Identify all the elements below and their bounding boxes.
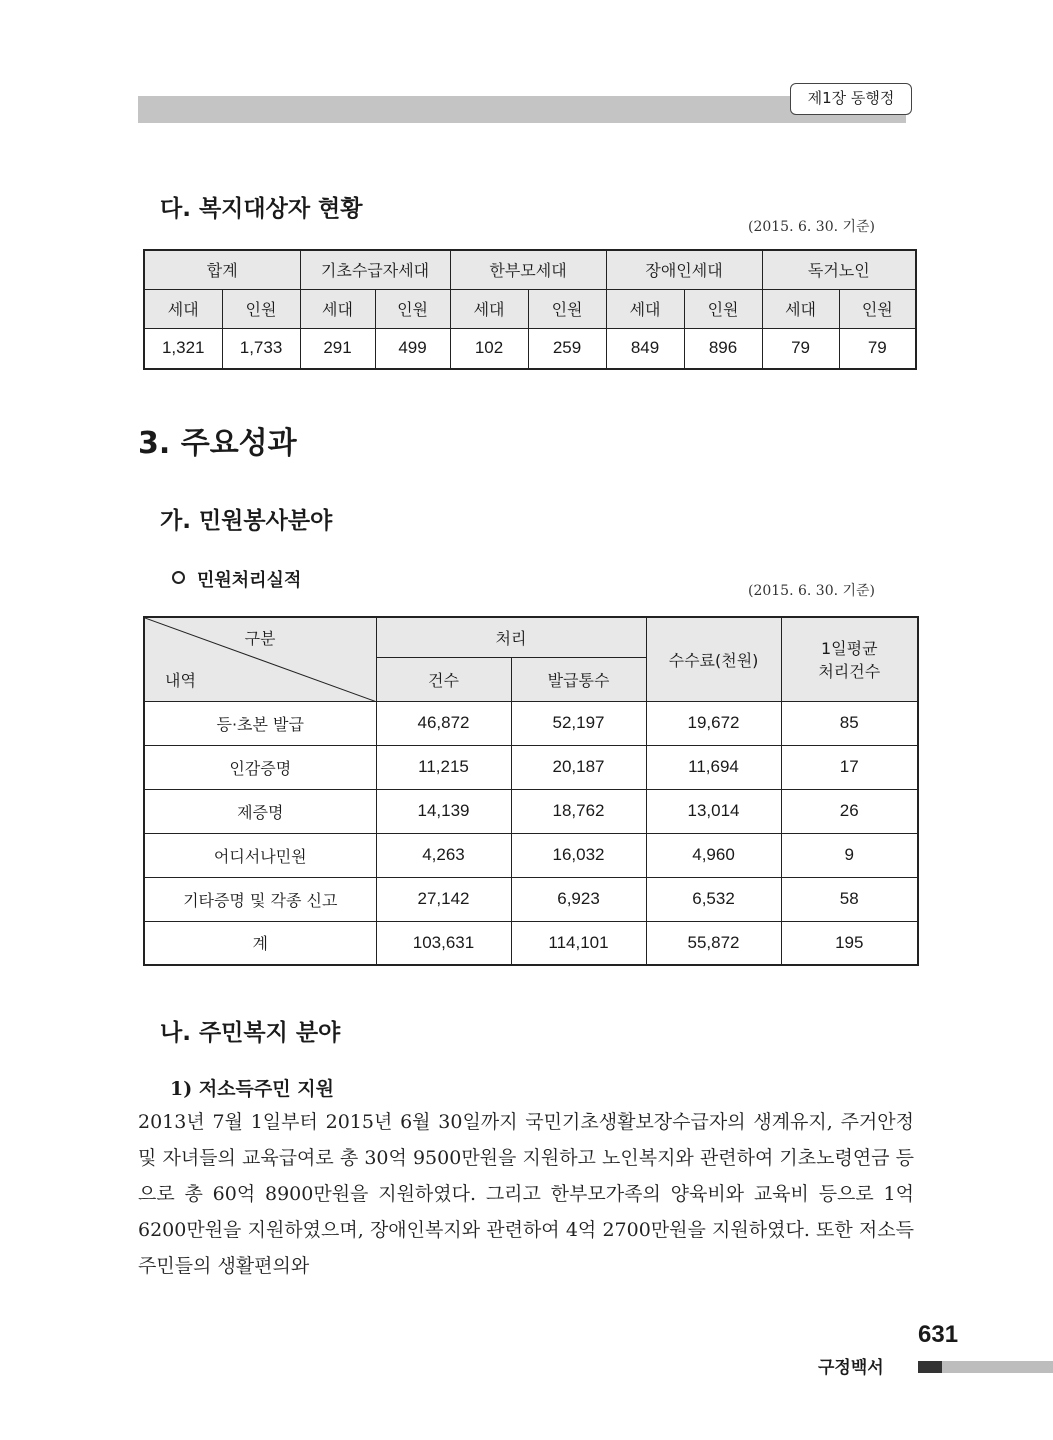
row-count: 27,142 — [376, 877, 511, 921]
row-fee: 4,960 — [646, 833, 781, 877]
row-fee: 11,694 — [646, 745, 781, 789]
subheader-persons: 인원 — [375, 289, 450, 328]
table-row — [144, 877, 918, 921]
value-cell: 1,733 — [222, 328, 300, 369]
body-paragraph: 2013년 7월 1일부터 2015년 6월 30일까지 국민기초생활보장수급자의 생계유지, 주거안정 및 자녀들의 교육급여로 총 30억 9500만원을 지원하고 노인복지와 관련하여 기초노령연금 등으로 총 60억 8900만원을 지원하였다. 그리고 한부모가족의 양육비와 교육비 등으로 1억 6200만원을 지원하였으며, 장애인복지와 관련하여 4억 2700만원을 지원하였다. 또한 저소득 주민들의 생활편의와 — [138, 1111, 914, 1277]
diagonal-header-cell — [144, 617, 376, 701]
row-count: 4,263 — [376, 833, 511, 877]
header-daily-line1: 1일평균 — [820, 639, 878, 659]
main-title: 3. 주요성과 — [138, 426, 297, 461]
table-row — [144, 833, 918, 877]
row-count: 14,139 — [376, 789, 511, 833]
footer-bar-light — [942, 1361, 1053, 1373]
diag-top-label: 구분 — [244, 629, 276, 648]
page-number: 631 — [918, 1321, 959, 1348]
row-label: 기타증명 및 각종 신고 — [144, 877, 376, 921]
row-issued: 20,187 — [511, 745, 646, 789]
header-daily-average — [781, 617, 918, 701]
chapter-tab: 제1장 동행정 — [790, 83, 912, 115]
value-cell: 291 — [300, 328, 375, 369]
subheader-persons: 인원 — [528, 289, 606, 328]
value-cell: 79 — [839, 328, 916, 369]
subheader-households: 세대 — [606, 289, 684, 328]
section-na-title: 나. 주민복지 분야 — [160, 1020, 341, 1046]
section-ga-title: 가. 민원봉사분야 — [160, 508, 333, 534]
row-daily: 58 — [781, 877, 918, 921]
row-count: 103,631 — [376, 921, 511, 965]
row-count: 46,872 — [376, 701, 511, 745]
value-cell: 499 — [375, 328, 450, 369]
footer-book-title: 구정백서 — [818, 1358, 884, 1378]
section-da-basis: (2015. 6. 30. 기준) — [748, 219, 876, 235]
table-row-total — [144, 921, 918, 965]
group-single-parent: 한부모세대 — [450, 250, 606, 289]
subheader-persons: 인원 — [222, 289, 300, 328]
group-elderly-alone: 독거노인 — [762, 250, 916, 289]
welfare-table — [143, 249, 917, 370]
row-label: 제증명 — [144, 789, 376, 833]
header-daily-line2: 처리건수 — [818, 662, 881, 682]
diag-bottom-label: 내역 — [165, 670, 196, 690]
bullet-label: 민원처리실적 — [197, 570, 302, 591]
row-issued: 6,923 — [511, 877, 646, 921]
row-daily: 26 — [781, 789, 918, 833]
row-issued: 114,101 — [511, 921, 646, 965]
value-cell: 102 — [450, 328, 528, 369]
section-da-title: 다. 복지대상자 현황 — [160, 196, 363, 222]
subheader-households: 세대 — [300, 289, 375, 328]
value-cell: 849 — [606, 328, 684, 369]
row-daily: 85 — [781, 701, 918, 745]
subheader-households: 세대 — [144, 289, 222, 328]
row-fee: 55,872 — [646, 921, 781, 965]
row-fee: 19,672 — [646, 701, 781, 745]
row-issued: 18,762 — [511, 789, 646, 833]
table-row — [144, 789, 918, 833]
group-disabled: 장애인세대 — [606, 250, 762, 289]
row-fee: 6,532 — [646, 877, 781, 921]
subheader-persons: 인원 — [684, 289, 762, 328]
row-label: 계 — [144, 921, 376, 965]
row-label: 인감증명 — [144, 745, 376, 789]
header-issued: 발급통수 — [511, 657, 646, 701]
group-basic-recipient: 기초수급자세대 — [300, 250, 450, 289]
circle-bullet-icon — [172, 571, 185, 584]
section-na-subtitle: 1) 저소득주민 지원 — [170, 1078, 334, 1100]
row-count: 11,215 — [376, 745, 511, 789]
value-cell: 1,321 — [144, 328, 222, 369]
row-daily: 195 — [781, 921, 918, 965]
row-issued: 52,197 — [511, 701, 646, 745]
value-cell: 896 — [684, 328, 762, 369]
subheader-persons: 인원 — [839, 289, 916, 328]
row-fee: 13,014 — [646, 789, 781, 833]
header-count: 건수 — [376, 657, 511, 701]
group-total: 합계 — [144, 250, 300, 289]
footer-bar-dark — [918, 1361, 942, 1373]
civil-service-table — [143, 616, 919, 966]
table-row — [144, 701, 918, 745]
table-row — [144, 745, 918, 789]
row-label: 등·초본 발급 — [144, 701, 376, 745]
header-fee: 수수료(천원) — [646, 617, 781, 701]
row-daily: 17 — [781, 745, 918, 789]
row-issued: 16,032 — [511, 833, 646, 877]
section-ga-basis: (2015. 6. 30. 기준) — [748, 583, 876, 599]
row-label: 어디서나민원 — [144, 833, 376, 877]
subheader-households: 세대 — [450, 289, 528, 328]
bullet-item — [172, 566, 301, 592]
header-process: 처리 — [376, 617, 646, 657]
value-cell: 259 — [528, 328, 606, 369]
subheader-households: 세대 — [762, 289, 839, 328]
row-daily: 9 — [781, 833, 918, 877]
value-cell: 79 — [762, 328, 839, 369]
